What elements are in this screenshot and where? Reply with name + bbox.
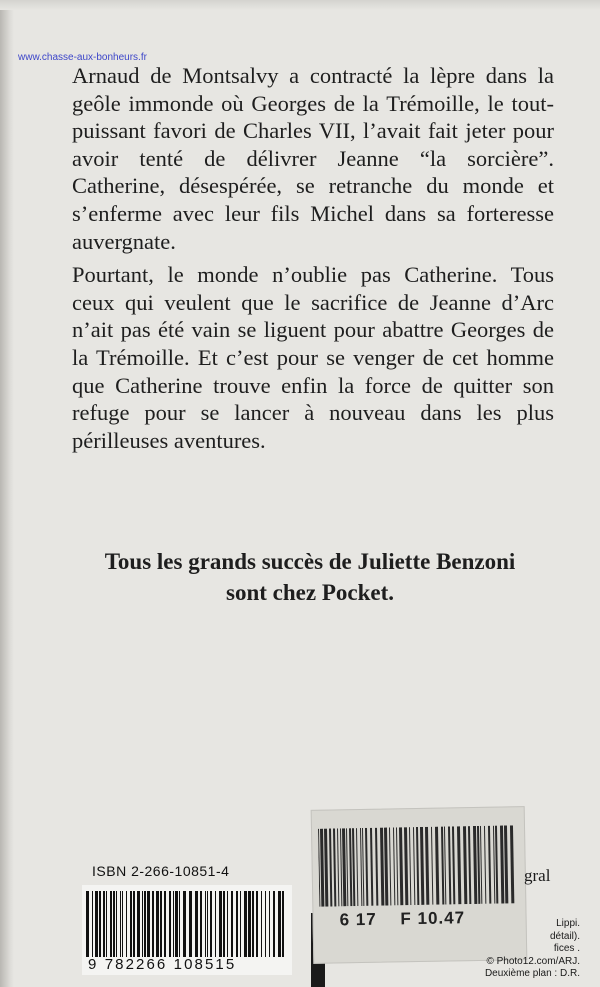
barcode-bar: [173, 891, 174, 957]
barcode-bar: [477, 826, 480, 904]
barcode-bar: [444, 827, 446, 905]
tagline-line-1: Tous les grands succès de Juliette Benzoni: [104, 549, 516, 574]
barcode-bar: [207, 891, 208, 957]
barcode-bar: [362, 828, 364, 906]
barcode-bar: [113, 891, 115, 957]
barcode-bar: [175, 891, 178, 957]
barcode-bar: [215, 891, 216, 957]
watermark-link[interactable]: www.chasse-aux-bonheurs.fr: [18, 52, 147, 63]
barcode-bar: [99, 891, 101, 957]
tagline-line-2: sont chez Pocket.: [226, 580, 394, 605]
sticker-barcode-bars: [318, 825, 519, 906]
credit-line-2: détail).: [549, 930, 580, 942]
barcode-bar: [160, 891, 162, 957]
barcode-bar: [106, 891, 107, 957]
barcode-bar: [236, 891, 238, 957]
barcode-bar: [137, 891, 140, 957]
barcode-bar: [210, 891, 212, 957]
barcode-bar: [389, 827, 391, 905]
barcode-bar: [495, 826, 498, 904]
barcode-bar: [110, 891, 112, 957]
barcode-bar: [333, 828, 336, 906]
edition-label: gral: [524, 866, 551, 885]
barcode-bar: [219, 891, 222, 957]
barcode-bar: [223, 891, 225, 957]
barcode-bar: [248, 891, 251, 957]
barcode-bar: [240, 891, 241, 957]
barcode-bar: [360, 828, 362, 906]
barcode-bar: [493, 826, 495, 904]
barcode-digits: 9 782266 108515: [88, 956, 237, 973]
barcode-bar: [227, 891, 228, 957]
spine-shadow: [0, 0, 14, 987]
barcode-bar: [195, 891, 198, 957]
barcode-bar: [448, 826, 451, 904]
barcode-bar: [152, 891, 154, 957]
barcode-bar: [261, 891, 262, 957]
barcode-bar: [126, 891, 127, 957]
photo-credits: [430, 918, 580, 981]
barcode-bar: [95, 891, 98, 957]
blurb-paragraph-1: Arnaud de Montsalvy a contracté la lèpre dans la geôle immonde où Georges de la Trémoille, le tout-puissant favori de Charles VII, l’avait fait jeter pour avoir tenté de délivrer Jeanne “la sorcière”. Catherine, désespérée, se retranche du monde et s’enferme avec leur fils Michel dans sa forteresse auvergnate.: [72, 63, 554, 254]
barcode-bar: [356, 828, 358, 906]
barcode-bar: [189, 891, 192, 957]
barcode-bar: [273, 891, 275, 957]
barcode-bar: [473, 826, 477, 904]
barcode-bar: [92, 891, 93, 957]
barcode-bar: [320, 829, 324, 907]
barcode-bar: [164, 891, 166, 957]
barcode-bar: [120, 891, 121, 957]
barcode-bar: [500, 826, 504, 904]
barcode-bar: [488, 826, 491, 904]
barcode-bar: [420, 827, 424, 905]
barcode-bar: [463, 826, 467, 904]
barcode-bar: [484, 826, 486, 904]
barcode-bar: [380, 828, 384, 906]
barcode-bar: [142, 891, 143, 957]
barcode-bar: [384, 828, 388, 906]
barcode-bar: [144, 891, 146, 957]
barcode-bar: [183, 891, 186, 957]
barcode-bar: [435, 827, 439, 905]
barcode-bar: [116, 891, 117, 957]
barcode-bar: [342, 828, 346, 906]
barcode-bars: [86, 891, 288, 957]
barcode-bar: [340, 828, 342, 906]
barcode-bar: [480, 826, 482, 904]
barcode-bar: [396, 827, 398, 905]
credit-line-3: fices .: [553, 943, 580, 954]
barcode-bar: [252, 891, 254, 957]
barcode-bar: [200, 891, 202, 957]
ean-barcode: [82, 885, 292, 975]
barcode-bar: [468, 826, 471, 904]
barcode-bar: [103, 891, 105, 957]
barcode-bar: [399, 827, 403, 905]
barcode-bar: [130, 891, 132, 957]
barcode-bar: [337, 828, 339, 906]
barcode-bar: [169, 891, 171, 957]
credit-line-1: Lippi.: [556, 918, 580, 929]
barcode-bar: [365, 828, 368, 906]
blurb-paragraph-2: Pourtant, le monde n’oublie pas Catherine. Tous ceux qui veulent que le sacrifice de Jeanne d’Arc n’ait pas été vain se liguent pour abattre Georges de la Trémoille. Et c’est pour se venger de cet homme que Catherine trouve enfin la force de quitter son refuge pour se lancer à nouveau dans les plus périlleuses aventures.: [72, 262, 554, 453]
sticker-price-left: 6 17: [339, 909, 377, 930]
barcode-bar: [510, 825, 514, 903]
barcode-bar: [413, 827, 415, 905]
barcode-bar: [265, 891, 266, 957]
barcode-bar: [205, 891, 206, 957]
barcode-bar: [147, 891, 150, 957]
barcode-bar: [122, 891, 123, 957]
credit-line-5: Deuxième plan : D.R.: [484, 968, 580, 979]
barcode-bar: [133, 891, 135, 957]
barcode-bar: [324, 829, 328, 907]
sticker-price-right: F 10.47: [400, 908, 466, 929]
barcode-bar: [375, 828, 378, 906]
barcode-bar: [156, 891, 159, 957]
credit-line-4: © Photo12.com/ARJ.: [486, 955, 580, 967]
barcode-bar: [269, 891, 270, 957]
barcode-bar: [431, 827, 433, 905]
barcode-bar: [352, 828, 355, 906]
barcode-bar: [452, 826, 455, 904]
top-edge: [0, 0, 600, 10]
barcode-bar: [256, 891, 258, 957]
isbn-label: ISBN 2-266-10851-4: [92, 863, 230, 879]
barcode-bar: [393, 827, 395, 905]
barcode-bar: [179, 891, 180, 957]
barcode-bar: [409, 827, 411, 905]
barcode-bar: [404, 827, 408, 905]
barcode-bar: [416, 827, 419, 905]
barcode-bar: [318, 829, 320, 907]
barcode-bar: [329, 829, 332, 907]
publisher-tagline: [60, 546, 560, 608]
back-cover-blurb: [72, 62, 554, 460]
barcode-bar: [349, 828, 352, 906]
barcode-bar: [441, 827, 444, 905]
barcode-bar: [425, 827, 429, 905]
barcode-bar: [278, 891, 281, 957]
barcode-bar: [504, 825, 508, 903]
barcode-bar: [370, 828, 373, 906]
barcode-bar: [457, 826, 461, 904]
barcode-bar: [231, 891, 233, 957]
barcode-bar: [244, 891, 247, 957]
barcode-bar: [346, 828, 348, 906]
barcode-bar: [282, 891, 284, 957]
barcode-bar: [86, 891, 89, 957]
